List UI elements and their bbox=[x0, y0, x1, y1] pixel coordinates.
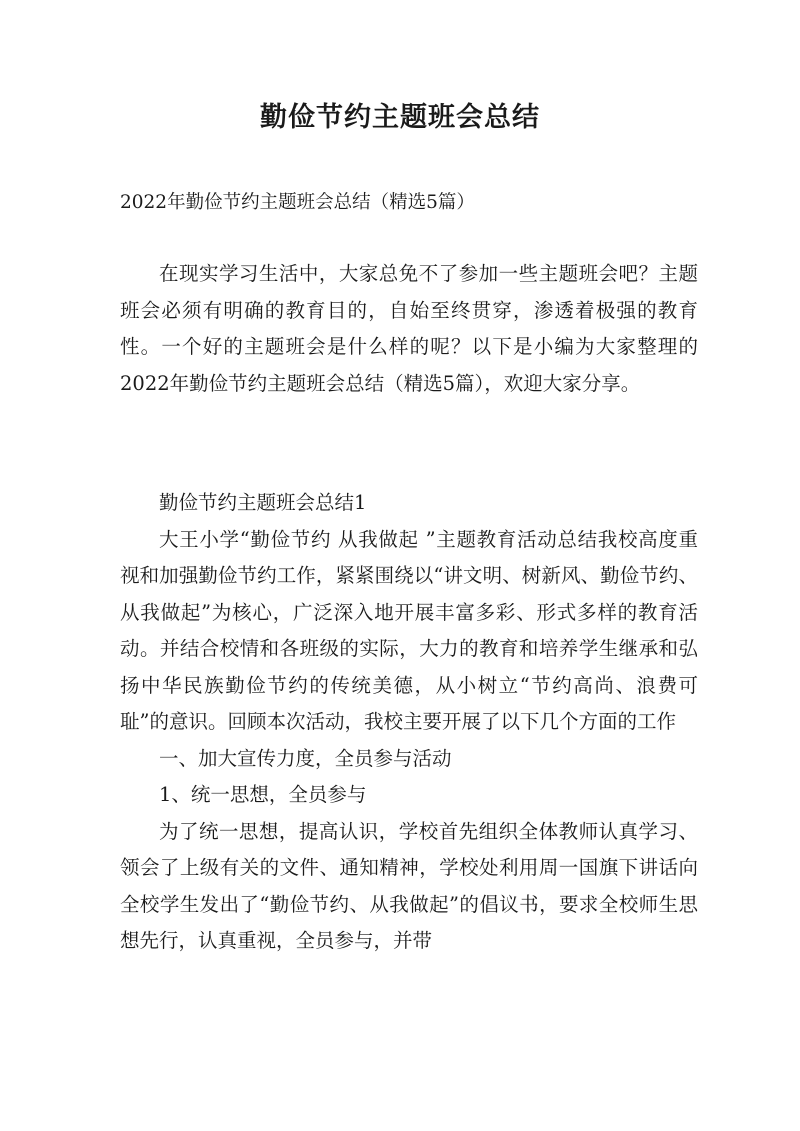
document-title: 勤俭节约主题班会总结 bbox=[260, 102, 540, 133]
subheading: 一、加大宣传力度，全员参与活动 bbox=[159, 746, 452, 770]
section-heading: 勤俭节约主题班会总结1 bbox=[159, 491, 367, 514]
document-subtitle: 2022年勤俭节约主题班会总结（精选5篇） bbox=[120, 192, 475, 213]
subheading: 1、统一思想，全员参与 bbox=[159, 783, 367, 806]
body-paragraph: 大王小学“勤俭节约 从我做起 ”主题教育活动总结我校高度重视和加强勤俭节约工作，紧紧围绕以“讲文明、树新风、勤俭节约、从我做起”为核心，广泛深入地开展丰富多彩、形式多样的教育活动。并结合校情和各班级的实际，大力的教育和培养学生继承和弘扬中华民族勤俭节约的传统美德，从小树立“节约高尚、浪费可耻”的意识。回顾本次活动，我校主要开展了以下几个方面的工作 bbox=[120, 527, 698, 733]
intro-paragraph: 在现实学习生活中，大家总免不了参加一些主题班会吧？主题班会必须有明确的教育目的，自始至终贯穿，渗透着极强的教育性。一个好的主题班会是什么样的呢？以下是小编为大家整理的2022年勤俭节约主题班会总结（精选5篇），欢迎大家分享。 bbox=[120, 262, 698, 395]
body-paragraph: 为了统一思想，提高认识，学校首先组织全体教师认真学习、领会了上级有关的文件、通知精神，学校处利用周一国旗下讲话向全校学生发出了“勤俭节约、从我做起”的倡议书，要求全校师生思想先行，认真重视，全员参与，并带 bbox=[120, 819, 698, 952]
section-1 bbox=[120, 485, 698, 960]
